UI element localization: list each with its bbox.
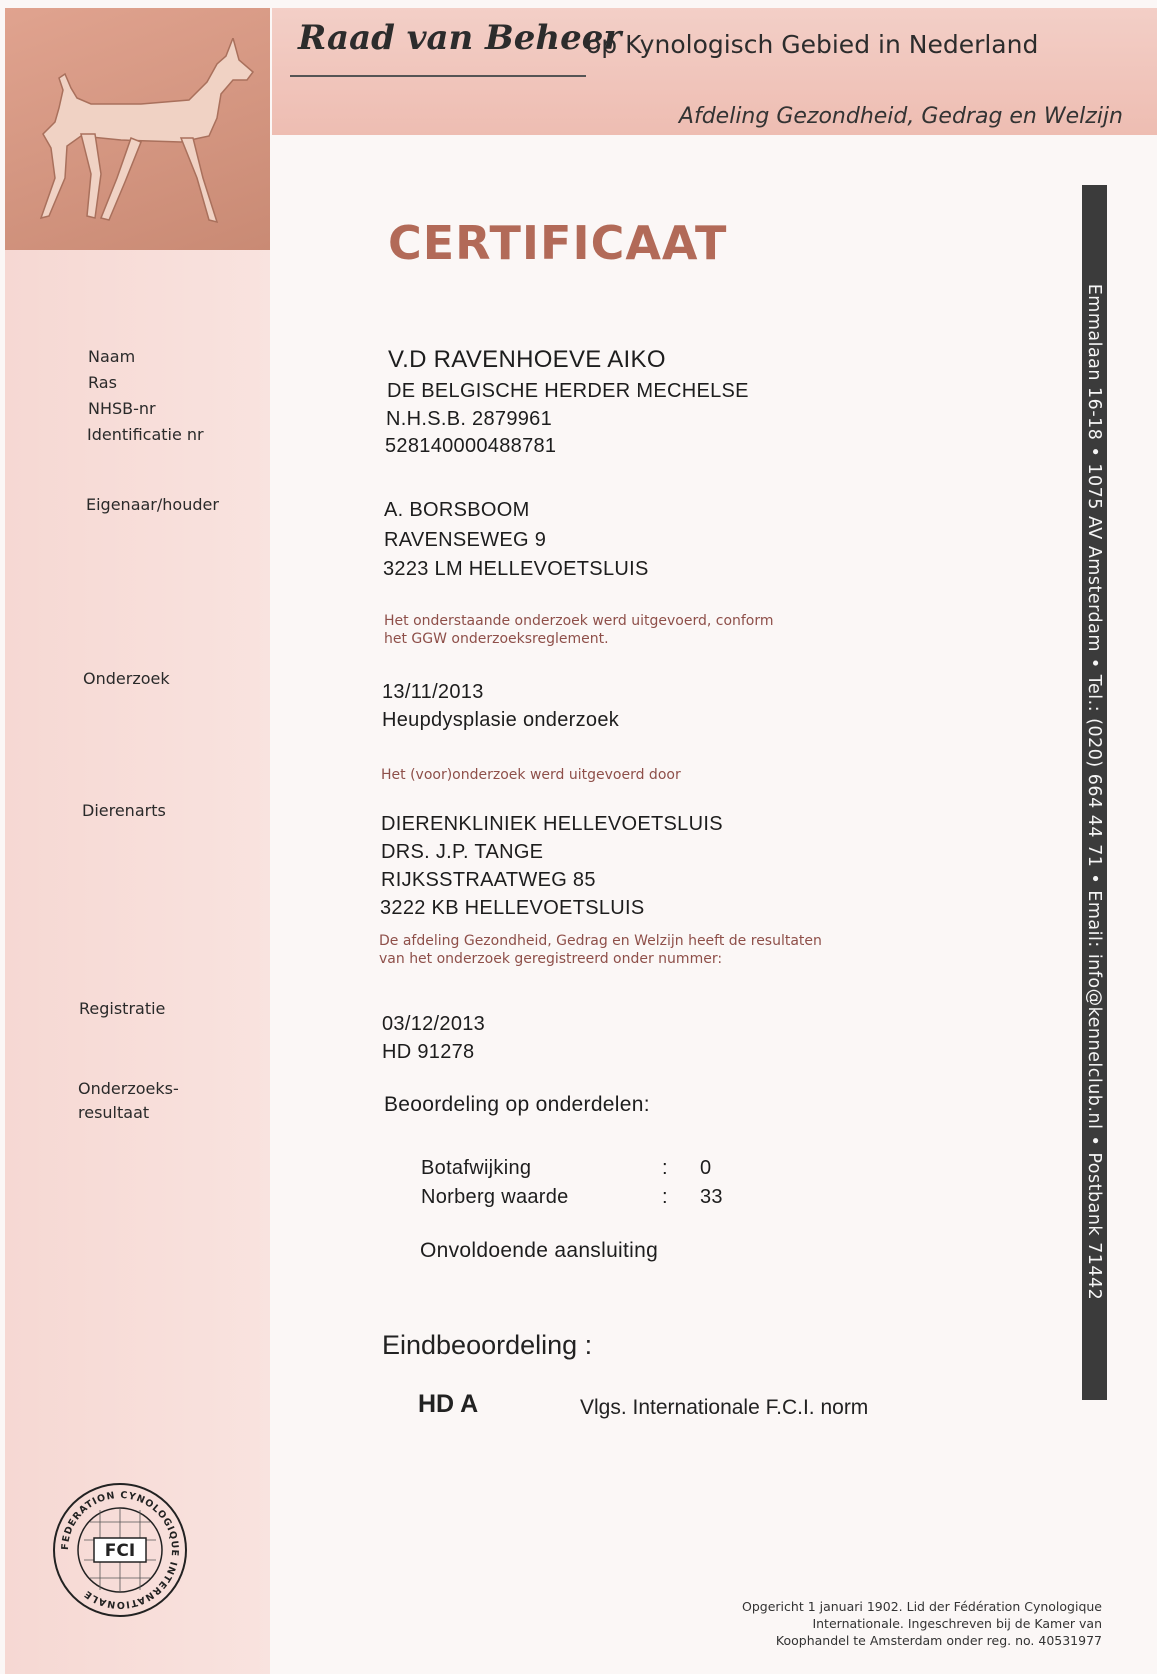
fci-logo-icon: [50, 1480, 190, 1620]
contact-sidebar-text: Emmalaan 16-18 • 1075 AV Amsterdam • Tel.: (020) 664 44 71 • Email: info@kennelclub.nl • Postbank 71442: [1084, 283, 1104, 1301]
owner-city: 3223 LM HELLEVOETSLUIS: [383, 558, 649, 580]
label-resultaat-1: Onderzoeks-: [78, 1079, 179, 1098]
owner-name: A. BORSBOOM: [384, 499, 530, 521]
registration-number: HD 91278: [382, 1041, 475, 1063]
result-norberg-value: 33: [700, 1186, 723, 1208]
vet-street: RIJKSSTRAATWEG 85: [381, 869, 596, 891]
fci-logo-center: FCI: [104, 1541, 136, 1561]
label-onderzoek: Onderzoek: [83, 669, 170, 688]
result-norberg-label: Norberg waarde: [421, 1186, 569, 1208]
exam-date: 13/11/2013: [382, 681, 484, 703]
note-reglement-1: Het onderstaande onderzoek werd uitgevoerd, conform: [384, 613, 774, 629]
owner-street: RAVENSEWEG 9: [384, 529, 547, 551]
org-name-italic: Raad van Beheer: [298, 18, 622, 58]
registration-date: 03/12/2013: [382, 1013, 486, 1035]
dog-logo-panel: [5, 8, 270, 250]
note-geregistreerd-2: van het onderzoek geregistreerd onder nummer:: [379, 951, 723, 967]
label-column: [5, 250, 270, 1674]
label-dierenarts: Dierenarts: [82, 801, 166, 820]
dog-logo-icon: [21, 38, 256, 233]
result-norberg-sep: :: [662, 1186, 668, 1208]
document-title: CERTIFICAAT: [388, 216, 728, 270]
footer-line-3: Koophandel te Amsterdam onder reg. no. 40531977: [775, 1633, 1102, 1648]
fci-logo-ring-text: FEDERATION CYNOLOGIQUE INTERNATIONALE: [59, 1489, 181, 1611]
dog-name: V.D RAVENHOEVE AIKO: [388, 346, 666, 373]
label-identificatie: Identificatie nr: [87, 425, 204, 444]
note-uitgevoerd: Het (voor)onderzoek werd uitgevoerd door: [381, 767, 681, 783]
dog-breed: DE BELGISCHE HERDER MECHELSE: [387, 380, 749, 402]
department-name: Afdeling Gezondheid, Gedrag en Welzijn: [678, 104, 1123, 129]
label-ras: Ras: [88, 373, 117, 392]
label-nhsb: NHSB-nr: [88, 399, 156, 418]
result-botafwijking-value: 0: [700, 1157, 712, 1179]
dog-nhsb: N.H.S.B. 2879961: [386, 408, 553, 430]
dog-identification: 528140000488781: [385, 435, 557, 457]
vet-city: 3222 KB HELLEVOETSLUIS: [380, 897, 645, 919]
result-botafwijking-label: Botafwijking: [421, 1157, 532, 1179]
exam-type: Heupdysplasie onderzoek: [382, 709, 620, 731]
final-heading: Eindbeoordeling :: [382, 1330, 593, 1360]
header-rule: [290, 75, 586, 77]
label-naam: Naam: [88, 347, 136, 366]
label-registratie: Registratie: [79, 999, 166, 1018]
note-reglement-2: het GGW onderzoeksreglement.: [384, 631, 609, 647]
result-botafwijking-sep: :: [662, 1157, 668, 1179]
org-name-rest: op Kynologisch Gebied in Nederland: [586, 30, 1039, 59]
footer-line-1: Opgericht 1 januari 1902. Lid der Fédération Cynologique: [742, 1599, 1102, 1614]
result-remark: Onvoldoende aansluiting: [420, 1239, 659, 1262]
vet-name: DRS. J.P. TANGE: [381, 841, 544, 863]
vet-clinic: DIERENKLINIEK HELLEVOETSLUIS: [381, 813, 723, 835]
note-geregistreerd-1: De afdeling Gezondheid, Gedrag en Welzijn heeft de resultaten: [379, 933, 822, 949]
footer-text: [742, 1598, 1102, 1649]
result-heading: Beoordeling op onderdelen:: [384, 1093, 650, 1116]
label-resultaat-2: resultaat: [78, 1103, 150, 1122]
footer-line-2: Internationale. Ingeschreven bij de Kamer van: [812, 1616, 1102, 1631]
final-grade: HD A: [418, 1390, 479, 1418]
final-norm: Vlgs. Internationale F.C.I. norm: [580, 1396, 869, 1419]
label-eigenaar: Eigenaar/houder: [86, 495, 219, 514]
